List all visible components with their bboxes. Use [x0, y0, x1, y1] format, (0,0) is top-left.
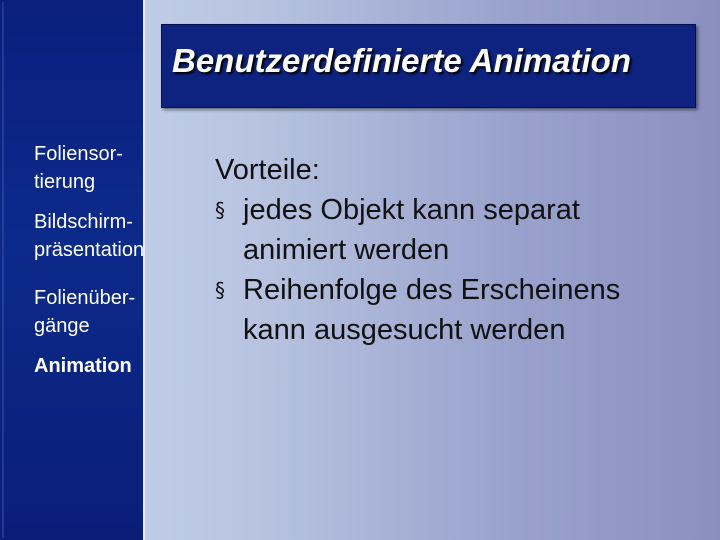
sidebar-item-foliensortierung[interactable]: Foliensor- tierung [34, 143, 123, 193]
sidebar-item-foliennuebergaenge[interactable]: Folienüber- gänge [34, 287, 136, 337]
sidebar-item-bildschirmpraesentation[interactable]: Bildschirm- präsentation [34, 211, 145, 261]
section-sign-bullet-icon: § [215, 278, 225, 302]
sidebar-edge [2, 2, 4, 538]
sidebar-nav [0, 0, 145, 540]
content-heading: Vorteile: [215, 154, 320, 186]
bullet-item [215, 270, 695, 350]
sidebar-item-animation[interactable]: Animation [34, 355, 132, 377]
section-sign-bullet-icon: § [215, 198, 225, 222]
slide-title: Benutzerdefinierte Animation [172, 42, 631, 79]
bullet-text: jedes Objekt kann separat animiert werden [243, 194, 580, 266]
bullet-item [215, 190, 695, 270]
slide-content [215, 150, 695, 350]
bullet-text: Reihenfolge des Erscheinens kann ausgesucht werden [243, 274, 621, 346]
